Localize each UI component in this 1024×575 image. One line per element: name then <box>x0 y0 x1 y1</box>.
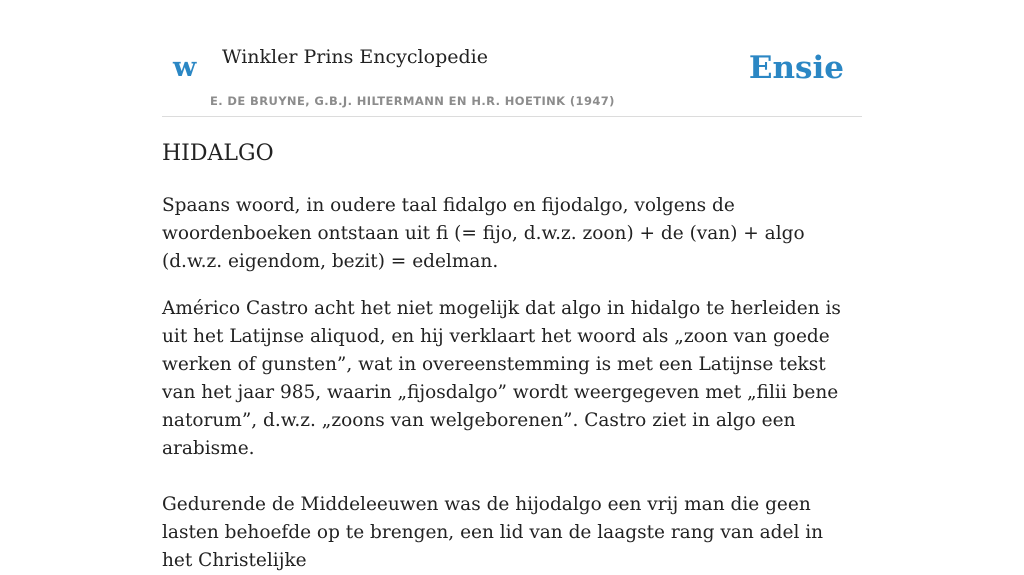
entry-paragraph: Gedurende de Middeleeuwen was de hijodalgo een vrij man die geen lasten behoefde op te brengen, een lid van de laagste rang van adel in het Christelijke <box>162 494 824 571</box>
entry-body <box>162 192 852 575</box>
entry-paragraph: Américo Castro acht het niet mogelijk dat algo in hidalgo te herleiden is uit het Latijnse aliquod, en hij verklaart het woord als „zoon van goede werken of gunsten”, wat in overeenstemming is met een Latijnse tekst van het jaar 985, waarin „fijosdalgo” wordt weergegeven met „filii bene natorum”, d.w.z. „zoons van welgeborenen”. Castro ziet in algo een arabisme. <box>162 298 841 459</box>
site-header <box>162 0 862 117</box>
entry-paragraph: Spaans woord, in oudere taal fidalgo en fijodalgo, volgens de woordenboeken ontstaan uit fi (= fijo, d.w.z. zoon) + de (van) + algo (d.w.z. eigendom, bezit) = edelman. <box>162 195 805 272</box>
article-page <box>162 0 862 571</box>
ensie-logo[interactable]: Ensie <box>748 50 844 86</box>
source-authors: E. DE BRUYNE, G.B.J. HILTERMANN EN H.R. HOETINK (1947) <box>210 94 615 108</box>
entry-title: HIDALGO <box>162 141 274 166</box>
source-logo[interactable]: w <box>173 52 197 83</box>
source-title[interactable]: Winkler Prins Encyclopedie <box>222 46 488 68</box>
